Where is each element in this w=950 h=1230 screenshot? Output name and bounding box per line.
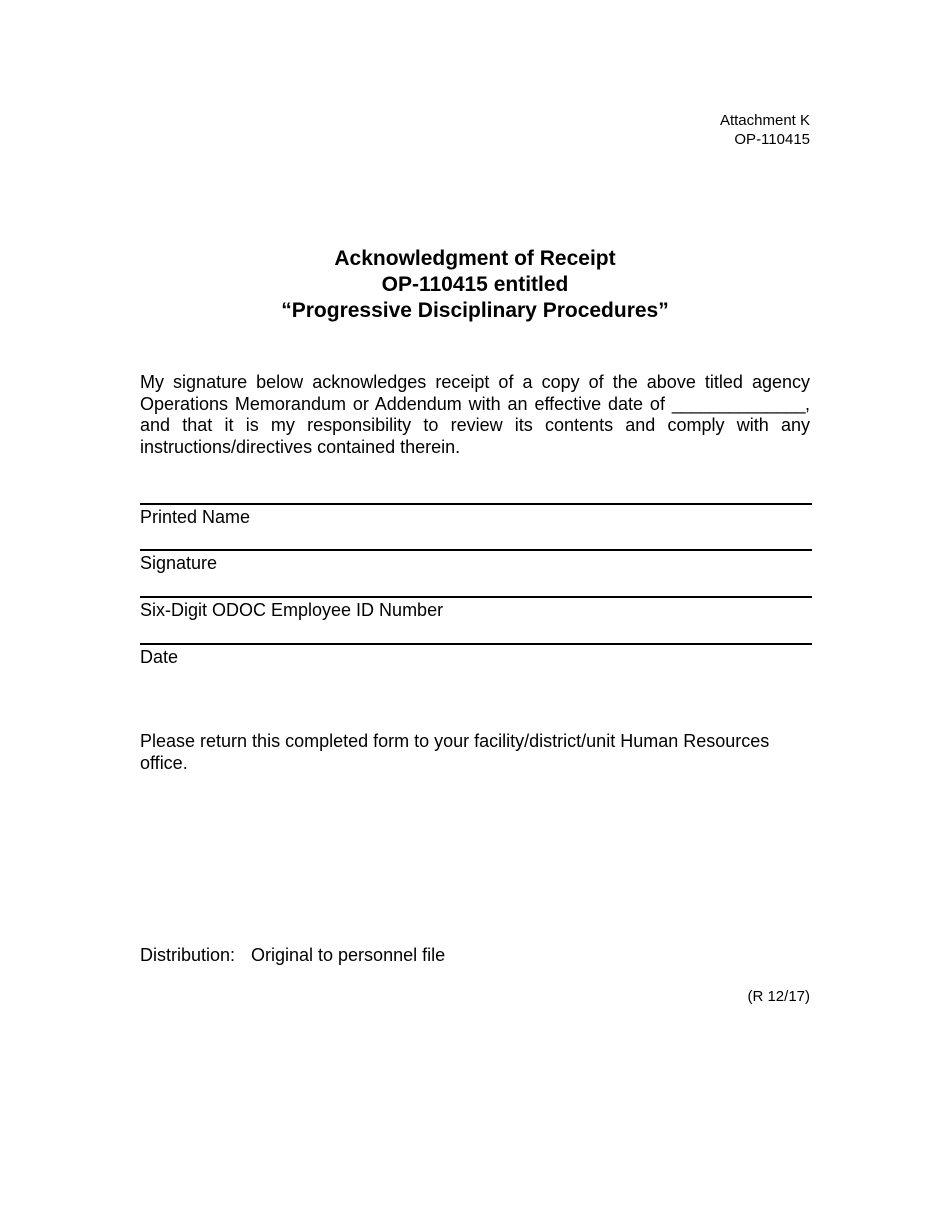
distribution-label: Distribution:: [140, 945, 236, 965]
employee-id-label: Six-Digit ODOC Employee ID Number: [140, 600, 444, 620]
printed-name-field[interactable]: [140, 503, 812, 528]
signature-label: Signature: [140, 553, 218, 573]
document-reference: [720, 111, 810, 149]
title-line-3: “Progressive Disciplinary Procedures”: [281, 299, 669, 322]
title-line-2: OP-110415 entitled: [381, 273, 569, 296]
distribution-line: [140, 944, 445, 966]
revision-code: (R 12/17): [747, 988, 810, 1005]
return-instructions: Please return this completed form to your facility/district/unit Human Resources office.: [140, 731, 770, 773]
paragraph-text-end: , and that it is my responsibility to review its contents and comply with any instructions/directives contained therein.: [140, 393, 810, 457]
date-label: Date: [140, 647, 179, 667]
date-field[interactable]: [140, 643, 812, 668]
paragraph-text-start: My signature below acknowledges receipt of a copy of the above titled agency Operations Memorandum or Addendum with an effective date of: [140, 372, 810, 414]
page-title: [0, 246, 950, 324]
distribution-value: Original to personnel file: [251, 945, 446, 965]
acknowledgment-paragraph: [140, 372, 810, 458]
signature-field[interactable]: [140, 549, 812, 574]
op-number: OP-110415: [734, 131, 810, 148]
effective-date-blank[interactable]: ______________: [671, 393, 805, 414]
employee-id-field[interactable]: [140, 596, 812, 621]
title-line-1: Acknowledgment of Receipt: [334, 247, 616, 270]
attachment-label: Attachment K: [719, 112, 810, 129]
printed-name-label: Printed Name: [140, 507, 251, 527]
